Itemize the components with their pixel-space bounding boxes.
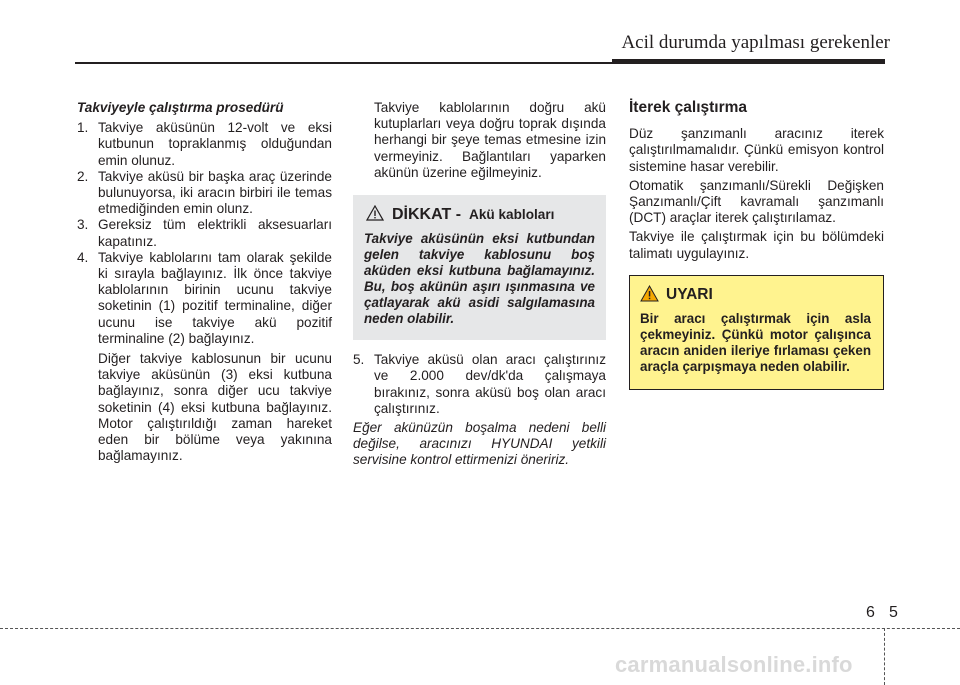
warning-text: Bir aracı çalıştırmak için asla çekmeyiniz. Çünkü motor çalışınca aracın aniden ileriye fırlaması çeken araçla çarpışmaya neden olabilir. xyxy=(640,311,871,375)
footer-vertical-divider xyxy=(884,628,885,685)
column-middle xyxy=(353,100,606,469)
procedure-heading: Takviyeyle çalıştırma prosedürü xyxy=(77,100,284,115)
service-note: Eğer akünüzün boşalma nedeni belli değilse, aracınızı HYUNDAI yetkili servisine kontrol ettirmenizi öneririz. xyxy=(353,420,606,468)
paragraph: Otomatik şanzımanlı/Sürekli Değişken Şanzımanlı/Çift kavramalı şanzımanlı (DCT) araçlar iterek çalıştırılamaz. xyxy=(629,177,884,226)
step-item: 4. Takviye kablolarını tam olarak şekilde ki sırayla bağlayınız. İlk önce takviye kablolarının birinin ucunu takviye soketinin (1) pozitif terminaline, diğer ucunu ise takviye akü pozitif terminaline (2) bağlayınız. xyxy=(77,249,332,346)
chapter-title: Acil durumda yapılması gerekenler xyxy=(621,32,890,53)
caution-text: Takviye aküsünün eksi kutbundan gelen takviye kablosunu boş aküden eksi kutbuna bağlamayınız. Bu, boş akünün aşırı ışınmasına ve çatlayarak akü asidi salgılamasına neden olabilir. xyxy=(364,231,595,327)
caution-triangle-icon xyxy=(366,205,384,225)
caution-sublabel: Akü kabloları xyxy=(469,207,555,223)
watermark: carmanualsonline.info xyxy=(615,652,853,677)
caution-box xyxy=(353,195,606,340)
paragraph: Düz şanzımanlı aracınız iterek çalıştırılmamalıdır. Çünkü emisyon kontrol sistemine hasar verebilir. xyxy=(629,126,884,174)
procedure-steps xyxy=(77,120,332,347)
paragraph: Takviye ile çalıştırmak için bu bölümdeki talimatı uygulayınız. xyxy=(629,229,884,261)
cable-intro: Takviye kablolarının doğru akü kutuplarları veya doğru toprak dışında herhangi bir şeye temas etmesine izin vermeyiniz. Bağlantıları yaparken akünün üzerine eğilmeyiniz. xyxy=(374,100,606,180)
step-item: 5. Takviye aküsü olan aracı çalıştırınız ve 2.000 dev/dk'da çalışmaya bırakınız, sonra aküsü boş olan aracı çalıştırınız. xyxy=(353,352,606,416)
step-item: 1. Takviye aküsünün 12-volt ve eksi kutbunun topraklanmış olduğundan emin olunuz. xyxy=(77,120,332,168)
procedure-steps-continued xyxy=(353,352,606,417)
footer-divider xyxy=(0,628,960,629)
warning-title xyxy=(640,285,871,306)
caution-label: DİKKAT - xyxy=(392,206,462,224)
header-divider-accent xyxy=(612,59,885,64)
step-continued: Diğer takviye kablosunun bir ucunu takviye aküsünün (3) eksi kutbuna bağlayınız, sonra diğer ucu takviye soketinin (4) eksi kutbuna bağlayınız. Motor çalıştırıldığı zaman hareket eden bir bölüme veya yakınına bağlamayınız. xyxy=(98,351,332,464)
caution-title xyxy=(366,205,595,225)
page-chapter: 6 xyxy=(866,604,875,621)
warning-triangle-icon xyxy=(640,285,659,306)
page-number: 5 xyxy=(889,604,898,621)
column-left xyxy=(77,100,332,464)
push-start-heading: İterek çalıştırma xyxy=(629,99,748,116)
step-item: 3. Gereksiz tüm elektrikli aksesuarları kapatınız. xyxy=(77,217,332,249)
warning-label: UYARI xyxy=(666,286,713,304)
warning-box xyxy=(629,275,884,390)
column-right xyxy=(629,100,884,390)
step-item: 2. Takviye aküsü bir başka araç üzerinde bulunuyorsa, iki aracın birbiri ile temas etmediğinden emin olunz. xyxy=(77,168,332,217)
